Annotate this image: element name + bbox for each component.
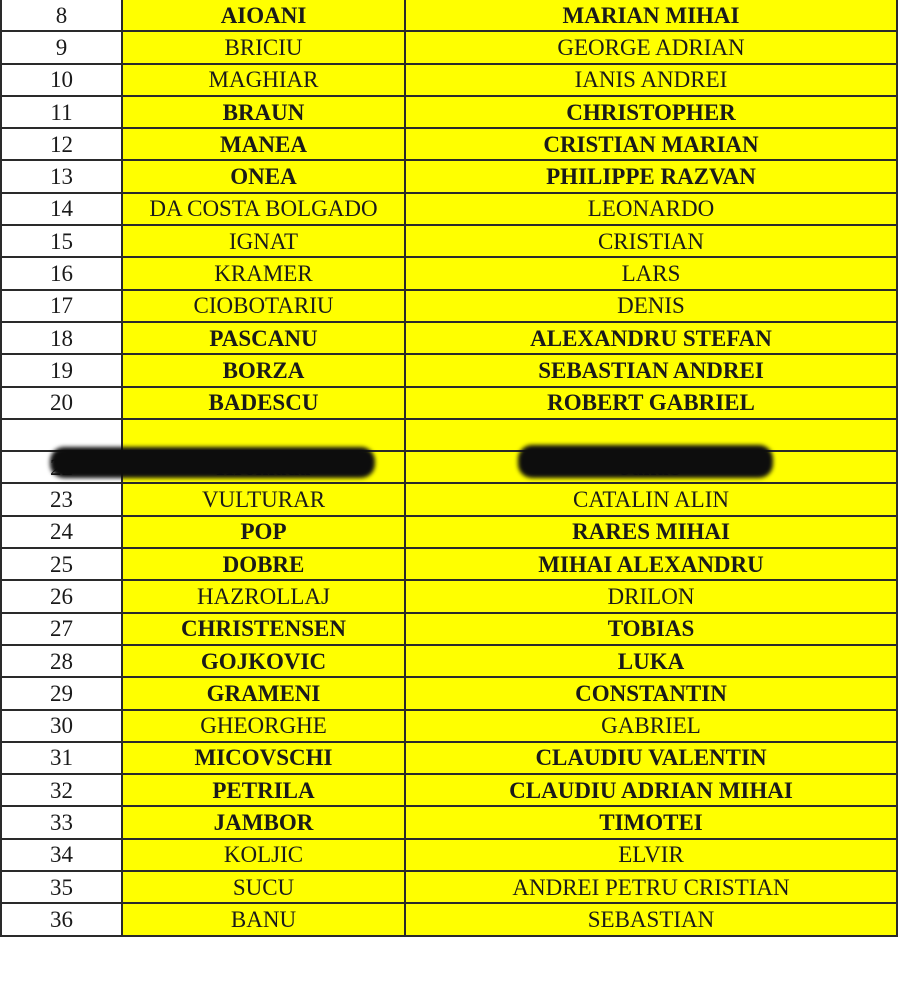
firstname-cell: MIHAI ALEXANDRU — [405, 548, 897, 580]
table-row — [1, 31, 897, 63]
row-number-cell: 16 — [1, 257, 122, 289]
firstname-cell: CRISTIAN MARIAN — [405, 128, 897, 160]
row-number-cell: 33 — [1, 806, 122, 838]
row-number-cell: 9 — [1, 31, 122, 63]
firstname-cell: CLAUDIU ADRIAN MIHAI — [405, 774, 897, 806]
surname-cell: HAZROLLAJ — [122, 580, 405, 612]
row-number-cell: 24 — [1, 516, 122, 548]
table-row — [1, 257, 897, 289]
surname-cell: BADESCU — [122, 387, 405, 419]
firstname-cell: CONSTANTIN — [405, 677, 897, 709]
table-row — [1, 387, 897, 419]
surname-cell: CHRISTENSEN — [122, 613, 405, 645]
redaction-mark-surname — [50, 447, 375, 478]
table-row — [1, 160, 897, 192]
surname-cell: DOBRE — [122, 548, 405, 580]
table-row — [1, 613, 897, 645]
table-row — [1, 645, 897, 677]
row-number-cell: 23 — [1, 483, 122, 515]
table-row — [1, 322, 897, 354]
table-row — [1, 903, 897, 935]
row-number-cell: 27 — [1, 613, 122, 645]
table-row — [1, 580, 897, 612]
firstname-cell: ANDREI PETRU CRISTIAN — [405, 871, 897, 903]
firstname-cell: MARIAN MIHAI — [405, 0, 897, 31]
firstname-cell: CHRISTOPHER — [405, 96, 897, 128]
surname-cell: BRICIU — [122, 31, 405, 63]
firstname-cell: GABRIEL — [405, 710, 897, 742]
surname-cell: BRAUN — [122, 96, 405, 128]
table-row — [1, 290, 897, 322]
firstname-cell: LARS — [405, 257, 897, 289]
surname-cell: MANEA — [122, 128, 405, 160]
table-row — [1, 677, 897, 709]
surname-cell: GRAMENI — [122, 677, 405, 709]
row-number-cell: 30 — [1, 710, 122, 742]
surname-cell: AIOANI — [122, 0, 405, 31]
firstname-cell: IANIS ANDREI — [405, 64, 897, 96]
table-row — [1, 354, 897, 386]
firstname-cell: GEORGE ADRIAN — [405, 31, 897, 63]
surname-cell: PASCANU — [122, 322, 405, 354]
surname-cell: POP — [122, 516, 405, 548]
table-row — [1, 128, 897, 160]
table-row — [1, 516, 897, 548]
firstname-cell: DENIS — [405, 290, 897, 322]
firstname-cell: SEBASTIAN ANDREI — [405, 354, 897, 386]
firstname-cell: CRISTIAN — [405, 225, 897, 257]
row-number-cell: 20 — [1, 387, 122, 419]
surname-cell: JAMBOR — [122, 806, 405, 838]
surname-cell: CIOBOTARIU — [122, 290, 405, 322]
table-row — [1, 96, 897, 128]
table-row — [1, 806, 897, 838]
surname-cell: IGNAT — [122, 225, 405, 257]
row-number-cell: 11 — [1, 96, 122, 128]
row-number-cell: 17 — [1, 290, 122, 322]
firstname-cell: RARES MIHAI — [405, 516, 897, 548]
row-number-cell: 19 — [1, 354, 122, 386]
firstname-cell: CLAUDIU VALENTIN — [405, 742, 897, 774]
table-row — [1, 774, 897, 806]
table-row — [1, 64, 897, 96]
row-number-cell: 13 — [1, 160, 122, 192]
surname-cell: BANU — [122, 903, 405, 935]
row-number-cell: 34 — [1, 839, 122, 871]
table-row — [1, 839, 897, 871]
surname-cell: MAGHIAR — [122, 64, 405, 96]
surname-cell: DA COSTA BOLGADO — [122, 193, 405, 225]
table-row — [1, 0, 897, 31]
row-number-cell: 35 — [1, 871, 122, 903]
surname-cell: KRAMER — [122, 257, 405, 289]
surname-cell: VULTURAR — [122, 483, 405, 515]
row-number-cell: 31 — [1, 742, 122, 774]
firstname-cell: TIMOTEI — [405, 806, 897, 838]
table-row — [1, 548, 897, 580]
row-number-cell: 29 — [1, 677, 122, 709]
row-number-cell: 10 — [1, 64, 122, 96]
table-row — [1, 710, 897, 742]
firstname-cell: ALEXANDRU STEFAN — [405, 322, 897, 354]
table-row — [1, 871, 897, 903]
surname-cell: GHEORGHE — [122, 710, 405, 742]
firstname-cell: CATALIN ALIN — [405, 483, 897, 515]
firstname-cell: LEONARDO — [405, 193, 897, 225]
firstname-cell: PHILIPPE RAZVAN — [405, 160, 897, 192]
row-number-cell: 18 — [1, 322, 122, 354]
firstname-cell: ROBERT GABRIEL — [405, 387, 897, 419]
row-number-cell: 36 — [1, 903, 122, 935]
table-row — [1, 225, 897, 257]
table-row — [1, 483, 897, 515]
row-number-cell: 25 — [1, 548, 122, 580]
firstname-cell: SEBASTIAN — [405, 903, 897, 935]
firstname-cell: DRILON — [405, 580, 897, 612]
surname-cell: GOJKOVIC — [122, 645, 405, 677]
row-number-cell: 8 — [1, 0, 122, 31]
row-number-cell: 32 — [1, 774, 122, 806]
firstname-cell: ELVIR — [405, 839, 897, 871]
surname-cell: MICOVSCHI — [122, 742, 405, 774]
firstname-cell: TOBIAS — [405, 613, 897, 645]
surname-cell: KOLJIC — [122, 839, 405, 871]
redaction-mark-firstname — [518, 445, 773, 478]
row-number-cell: 26 — [1, 580, 122, 612]
surname-cell: ONEA — [122, 160, 405, 192]
row-number-cell: 15 — [1, 225, 122, 257]
row-number-cell: 12 — [1, 128, 122, 160]
surname-cell: SUCU — [122, 871, 405, 903]
table-row — [1, 193, 897, 225]
table-row — [1, 742, 897, 774]
firstname-cell: LUKA — [405, 645, 897, 677]
surname-cell: PETRILA — [122, 774, 405, 806]
surname-cell: BORZA — [122, 354, 405, 386]
row-number-cell: 14 — [1, 193, 122, 225]
row-number-cell: 28 — [1, 645, 122, 677]
